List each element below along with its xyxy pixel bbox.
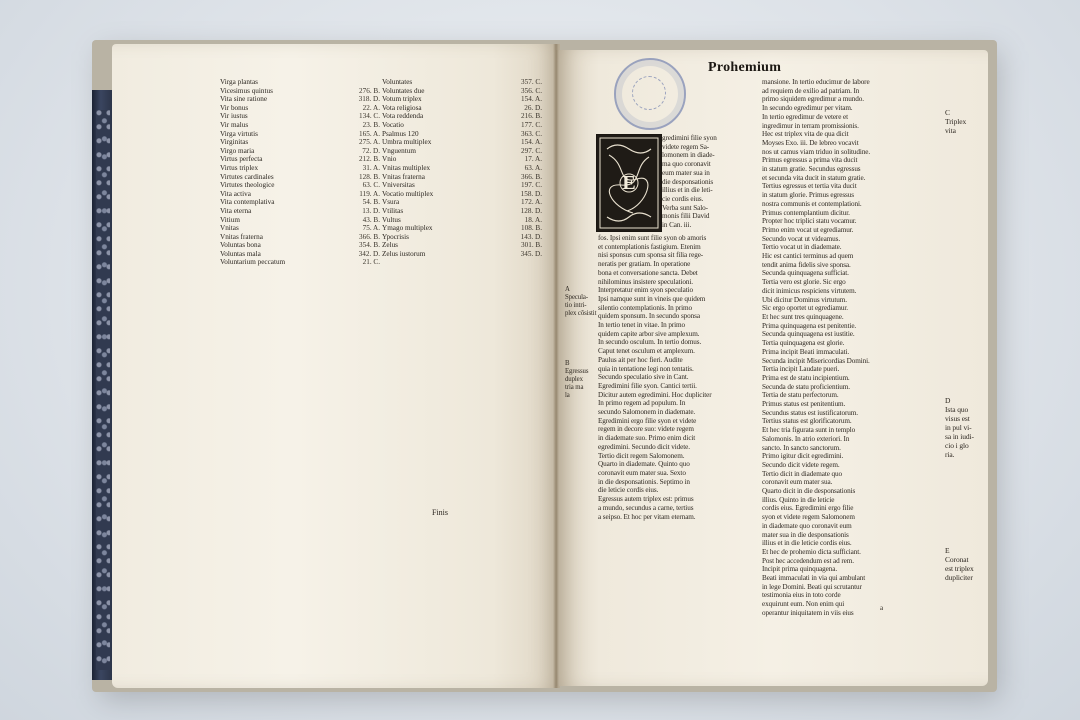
text-line: Et hec sunt tres quinquagene. [762, 312, 844, 321]
text-line: in die desponsationis. Septimo in [598, 477, 690, 486]
text-line: Secundo vocat ut videamus. [762, 234, 841, 243]
index-entry [220, 87, 380, 96]
text-line: Secundo speculatio sive in Cant. [598, 373, 689, 382]
index-column-1 [220, 78, 380, 518]
text-line: Tertio dicit regem Salomonem. [598, 451, 685, 460]
index-reference: 366. B. [521, 172, 542, 181]
text-line: Primo igitur dicit egredimini. [762, 452, 844, 461]
index-reference: 63. A. [524, 163, 542, 172]
text-line: Primo enim vocat ut egrediamur. [762, 225, 854, 234]
margin-note-line: E [945, 546, 950, 555]
text-line: Quarto in diademate. Quinto quo [598, 460, 690, 469]
text-line: quidem capite arbor sive amplexum. [598, 329, 700, 338]
index-term: Vnitas multiplex [382, 163, 431, 172]
text-line: ingredimur in terram promissionis. [762, 121, 859, 130]
margin-note-line: tio intri- [565, 302, 587, 309]
index-reference: 342. D. [358, 249, 380, 258]
text-line: eum mater sua in [662, 168, 710, 177]
text-line: quia in tentatione legi non tentatis. [598, 364, 694, 373]
index-reference: 31. A. [362, 163, 380, 172]
index-term: Votum triplex [382, 95, 422, 104]
margin-note-line: est triplex [945, 564, 974, 573]
text-line: regem in decore suo: videte regem [598, 425, 694, 434]
page-heading: Prohemium [708, 60, 782, 75]
index-term: Vocatio [382, 120, 404, 129]
margin-note-line: Coronat [945, 555, 969, 564]
index-entry [220, 207, 380, 216]
index-term: Voluntas mala [220, 249, 261, 258]
index-entry [220, 95, 380, 104]
index-entry [382, 190, 542, 199]
text-line: exquirunt eum. Non enim qui [762, 600, 845, 609]
margin-note-line: cio i glo [945, 441, 969, 450]
index-reference: 154. A. [521, 95, 542, 104]
index-entry [220, 224, 380, 233]
text-line: Egredimini ergo filie syon et videte [598, 416, 697, 425]
index-reference: 297. C. [521, 146, 542, 155]
index-entry [382, 224, 542, 233]
index-reference: 43. B. [362, 215, 380, 224]
margin-note-line: D [945, 396, 951, 405]
index-reference: 301. B. [521, 241, 542, 250]
index-column-2 [382, 78, 542, 518]
index-term: Virtutes cardinales [220, 172, 274, 181]
index-entry [382, 78, 542, 87]
index-reference: 366. B. [359, 232, 380, 241]
text-line: dicit inimicus respiciens virtutem. [762, 286, 857, 295]
text-line: Tertia vero est glorie. Sic ergo [762, 278, 846, 287]
index-entry [220, 241, 380, 250]
index-reference: 63. C. [362, 181, 380, 190]
text-line: mater sua in die desponsationis [762, 530, 849, 539]
text-line: Post hec accedendum est ad rem. [762, 556, 854, 565]
index-reference: 17. A. [524, 155, 542, 164]
index-reference: 357. C. [521, 78, 542, 86]
index-reference: 354. B. [359, 241, 380, 250]
text-line: ad requiem de exilio ad patriam. In [762, 86, 860, 95]
text-line: et contemplationis fastigium. Etenim [598, 242, 701, 251]
margin-note-line: dupliciter [945, 573, 973, 582]
margin-note-line: Egressus [565, 368, 589, 375]
text-line: illius. Quinto in die leticie [762, 495, 835, 504]
index-term: Virgo maria [220, 146, 255, 155]
text-line: Paulus ait per hoc fieri. Audite [598, 355, 683, 364]
margin-note-d [945, 396, 981, 459]
index-term: Vita activa [220, 189, 251, 198]
text-line: Primus contemplantium dicitur. [762, 208, 850, 217]
index-reference: 18. A. [524, 215, 542, 224]
index-reference: 158. D. [520, 189, 542, 198]
text-line: nihilominus insistere speculationi. [598, 277, 693, 286]
text-line: quidem sponsum. In secundo sponsa [598, 312, 700, 321]
text-line: die leticie cordis eius. [598, 486, 659, 495]
text-line: tendit anima fidelis sive sponsa. [762, 260, 851, 269]
index-term: Vir malus [220, 120, 249, 129]
page-signature: a [880, 604, 884, 612]
text-line: Secundus status est iustificatorum. [762, 408, 858, 417]
text-line: a seipso. Et hoc per vitam eternam. [598, 512, 696, 521]
index-term: Vnitas [220, 224, 239, 233]
text-line: Hic est cantici terminus ad quem [762, 252, 854, 261]
index-entry [220, 130, 380, 139]
index-term: Virginitas [220, 138, 249, 147]
text-line: Primus egressus a prima vita ducit [762, 156, 858, 165]
margin-note-line: sa in iudi- [945, 432, 974, 441]
index-term: Vnio [382, 155, 397, 164]
text-line: fos. Ipsi enim sunt filie syon ob amoris [598, 234, 707, 242]
index-reference: 172. A. [521, 198, 542, 207]
text-line: Incipit prima quinquagena. [762, 565, 838, 574]
margin-note-line: plex cōsistit [565, 310, 597, 317]
text-line: Ipsi namque sunt in vineis que quidem [598, 294, 706, 303]
index-term: Virtutes theologice [220, 181, 275, 190]
text-line: illius et in die leti- [662, 186, 713, 195]
index-entry [382, 155, 542, 164]
index-entry [220, 104, 380, 113]
text-line: Et hec de prohemio dicta sufficiant. [762, 547, 861, 556]
index-entry [220, 181, 380, 190]
index-entry [382, 147, 542, 156]
text-line: testimonia eius in toto corde [762, 591, 841, 600]
margin-note-line: tria ma [565, 384, 584, 391]
initial-letter: E [622, 172, 636, 194]
marbled-endpaper [96, 110, 110, 670]
index-term: Vultus [382, 215, 401, 224]
index-reference: 197. C. [521, 181, 542, 190]
index-entry [220, 147, 380, 156]
index-term: Virtus perfecta [220, 155, 263, 164]
index-reference: 75. A. [362, 224, 380, 233]
text-line: illius et in die leticie cordis eius. [762, 539, 852, 548]
index-reference: 26. D. [524, 103, 542, 112]
index-term: Voluntarium peccatum [220, 258, 286, 267]
index-reference: 276. B. [359, 86, 380, 95]
index-entry [220, 78, 380, 87]
index-entry [220, 138, 380, 147]
index-reference [376, 78, 380, 87]
index-reference: 318. D. [358, 95, 380, 104]
text-block-right [762, 78, 940, 618]
index-reference: 356. C. [521, 86, 542, 95]
index-term: Umbra multiplex [382, 138, 432, 147]
text-line: Salomonis. In atrio exteriori. In [762, 434, 850, 443]
index-reference: 22. A. [362, 103, 380, 112]
margin-note-line: duplex [565, 376, 583, 383]
text-block-main [598, 234, 758, 614]
margin-note-line: in pul vi- [945, 423, 972, 432]
text-line: coronavit eum mater sua. [762, 478, 833, 487]
text-line: bona et conversatione sancta. Debet [598, 268, 698, 277]
index-reference: 165. A. [359, 129, 380, 138]
text-line: Quarto dicit in die desponsationis [762, 487, 856, 496]
index-entry [220, 164, 380, 173]
index-entry [382, 138, 542, 147]
text-line: a mundo, secundus a carne, tertius [598, 503, 694, 512]
text-line: In primo regem ad populum. In [598, 399, 686, 408]
text-line: Egressus autem triplex est: primus [598, 495, 694, 504]
text-line: in diademate suo. Primo enim dicit [598, 434, 696, 443]
margin-note-line: ria. [945, 450, 955, 459]
index-term: Vniversitas [382, 181, 415, 190]
index-entry [382, 233, 542, 242]
index-reference: 275. A. [359, 138, 380, 147]
index-reference: 134. C. [359, 112, 380, 121]
index-term: Vnitas fraterna [220, 232, 263, 241]
index-entry [220, 155, 380, 164]
text-line: silentio contemplationis. In primo [598, 303, 693, 312]
text-line: operantur iniquitatem in viis eius [762, 608, 854, 617]
index-term: Zelus iustorum [382, 249, 426, 258]
index-reference: 128. B. [359, 172, 380, 181]
text-line: syon et videte regem Salomonem [762, 513, 855, 522]
text-line: ma quo coronavit [662, 160, 711, 169]
index-entry [382, 121, 542, 130]
margin-note-line: C [945, 108, 950, 117]
index-term: Vir iustus [220, 112, 248, 121]
text-line: in statum gratie. Secundus egressus [762, 165, 861, 174]
index-entry [220, 258, 380, 267]
index-term: Vita contemplativa [220, 198, 275, 207]
margin-note-line: B [565, 360, 570, 367]
finis-label: Finis [432, 508, 449, 517]
text-line: nostra communis et contemplationi. [762, 199, 862, 208]
text-line: coronavit eum mater sua. Sexto [598, 468, 686, 477]
index-term: Virga virtutis [220, 129, 258, 138]
margin-note-line: visus est [945, 414, 970, 423]
text-line: primo siquidem egredimur a mundo. [762, 95, 864, 104]
index-term: Vota reddenda [382, 112, 424, 121]
index-entry [382, 95, 542, 104]
text-line: nos ut camus viam triduo in solitudine. [762, 147, 871, 156]
index-entry [220, 173, 380, 182]
text-line: Secunda incipit Misericordias Domini. [762, 356, 870, 365]
index-term: Vita sine ratione [220, 95, 268, 104]
text-line: in Can. iii. [662, 221, 692, 230]
book-gutter [553, 44, 559, 688]
margin-note-e [945, 546, 981, 582]
index-term: Voluntates [382, 78, 413, 86]
text-line: Hec est triplex vita de qua dicit [762, 130, 849, 139]
text-line: Et hec tria figurata sunt in templo [762, 426, 856, 435]
text-line: Tertius egressus et tertia vita ducit [762, 182, 857, 191]
text-line: In tertio tenet in vitae. In primo [598, 321, 686, 330]
text-line: neratis per gratiam. In operatione [598, 260, 691, 269]
margin-note-c [945, 108, 981, 135]
text-line: egredimini. Secundo dicit videte. [598, 442, 690, 451]
margin-note-line: Ista quo [945, 405, 969, 414]
index-reference: 108. B. [521, 224, 542, 233]
index-entry [220, 198, 380, 207]
index-term: Vir bonus [220, 103, 249, 112]
index-reference: 154. A. [521, 138, 542, 147]
index-term: Virtus triplex [220, 163, 259, 172]
index-entry [382, 173, 542, 182]
text-line: in diademate quo coronavit eum [762, 521, 852, 530]
index-reference: 54. B. [362, 198, 380, 207]
margin-note-b [565, 360, 597, 400]
text-line: in lege Domini. Beati qui scrutantur [762, 582, 862, 591]
text-line: Prima est de statu incipientium. [762, 373, 850, 382]
text-line: et secunda vita ducit in statum gratie. [762, 173, 866, 182]
index-entry [382, 198, 542, 207]
text-line: In tertio egredimur de vetere et [762, 112, 849, 121]
index-entry [220, 250, 380, 259]
text-line: Caput tenet osculum et amplexum. [598, 347, 695, 356]
index-reference: 363. C. [521, 129, 542, 138]
index-reference: 216. B. [521, 112, 542, 121]
text-line: Ubi dicitur Dominus virtutum. [762, 295, 847, 304]
text-line: Tertio dicit in diademate quo [762, 469, 843, 478]
index-reference: 13. D. [362, 206, 380, 215]
decorated-initial [596, 134, 662, 232]
index-term: Voluntas bona [220, 241, 261, 250]
text-line: Tertia incipit Laudate pueri. [762, 365, 840, 374]
index-entry [382, 130, 542, 139]
text-block-top [662, 134, 757, 234]
index-entry [220, 216, 380, 225]
text-line: Primus status est penitentium. [762, 400, 846, 409]
text-line: lomonem in diade- [662, 151, 715, 160]
index-reference: 143. D. [520, 232, 542, 241]
text-line: Tertia quinquagena est glorie. [762, 339, 845, 348]
text-line: Secunda quinquagena est iustitie. [762, 330, 855, 339]
index-reference: 119. A. [359, 189, 380, 198]
index-term: Vota religiosa [382, 103, 422, 112]
index-entry [220, 112, 380, 121]
text-line: videte regem Sa- [662, 142, 710, 151]
margin-note-a [565, 286, 597, 318]
index-reference: 23. B. [362, 120, 380, 129]
text-line: in statum glorie. Primus egressus [762, 191, 854, 200]
index-entry [382, 207, 542, 216]
text-line: Prima quinquagena est penitentie. [762, 321, 857, 330]
text-line: Beati immaculati in via qui ambulant [762, 574, 866, 583]
index-reference: 177. C. [521, 120, 542, 129]
text-line: Moyses Exo. iii. De lebreo vocavit [762, 138, 859, 147]
text-line: In secundo egredimur per vitam. [762, 104, 853, 113]
text-line: Egredimini filie syon. Cantici tertii. [598, 381, 697, 390]
index-reference: 345. D. [520, 249, 542, 258]
index-term: Zelus [382, 241, 398, 250]
index-term: Vocatio multiplex [382, 189, 434, 198]
index-reference: 21. C. [362, 258, 380, 267]
margin-note-line: vita [945, 126, 956, 135]
text-line: Secundo dicit videte regem. [762, 460, 840, 469]
index-entry [220, 233, 380, 242]
margin-note-line: Specula- [565, 294, 588, 301]
text-line: Tertio vocat ut in diademate. [762, 243, 842, 252]
text-line: die desponsationis [662, 177, 714, 186]
text-line: In secundo osculum. In tertio domus. [598, 338, 702, 347]
index-reference: 72. D. [362, 146, 380, 155]
index-entry [382, 250, 542, 259]
text-line: gredimini filie syon [662, 134, 717, 142]
text-line: monis filii David [662, 212, 710, 221]
text-line: Sic ergo oportet ut egrediamur. [762, 304, 848, 313]
index-entry [382, 241, 542, 250]
margin-note-line: A [565, 286, 570, 293]
index-entry [382, 104, 542, 113]
text-line: cie cordis eius. [662, 194, 704, 203]
text-line: nisi sponsus cum sponsa sit filia rege- [598, 251, 704, 260]
text-line: secundo Salomonem in diademate. [598, 408, 696, 417]
index-term: Voluntates due [382, 86, 425, 95]
text-line: Dicitur autem egredimini. Hoc dupliciter [598, 390, 712, 399]
index-term: Ymago multiplex [382, 224, 433, 233]
text-line: Propter hoc triplici statu vocamur. [762, 217, 857, 226]
index-term: Vtilitas [382, 206, 404, 215]
text-line: Prima incipit Beati immaculati. [762, 347, 850, 356]
index-term: Vicesimus quintus [220, 86, 273, 95]
text-line: mansione. In tertio educimur de labore [762, 78, 870, 86]
index-term: Vitium [220, 215, 240, 224]
text-line: Verba sunt Salo- [662, 203, 708, 212]
library-stamp [614, 58, 686, 130]
text-line: Secunda quinquagena sufficiat. [762, 269, 849, 278]
index-term: Ypocrisis [382, 232, 409, 241]
index-reference: 212. B. [359, 155, 380, 164]
index-entry [382, 181, 542, 190]
index-term: Vita eterna [220, 206, 252, 215]
margin-note-line: la [565, 392, 570, 399]
text-line: sancto. In sancto sanctorum. [762, 443, 841, 452]
index-term: Virga plantas [220, 78, 258, 86]
index-entry [382, 164, 542, 173]
index-term: Vnitas fraterna [382, 172, 425, 181]
index-reference: 128. D. [520, 206, 542, 215]
margin-note-line: Triplex [945, 117, 967, 126]
index-entry [382, 87, 542, 96]
text-line: Tertius status est glorificatorum. [762, 417, 852, 426]
index-entry [382, 216, 542, 225]
text-line: cordis eius. Egredimini ergo filie [762, 504, 854, 513]
index-term: Vsura [382, 198, 400, 207]
index-entry [220, 190, 380, 199]
index-term: Vnguentum [382, 146, 416, 155]
text-line: Secunda de statu proficientium. [762, 382, 850, 391]
index-term: Psalmus 120 [382, 129, 419, 138]
index-entry [382, 112, 542, 121]
text-line: Tertia de statu perfectorum. [762, 391, 839, 400]
index-entry [220, 121, 380, 130]
text-line: Interpretatur enim syon speculatio [598, 286, 693, 295]
